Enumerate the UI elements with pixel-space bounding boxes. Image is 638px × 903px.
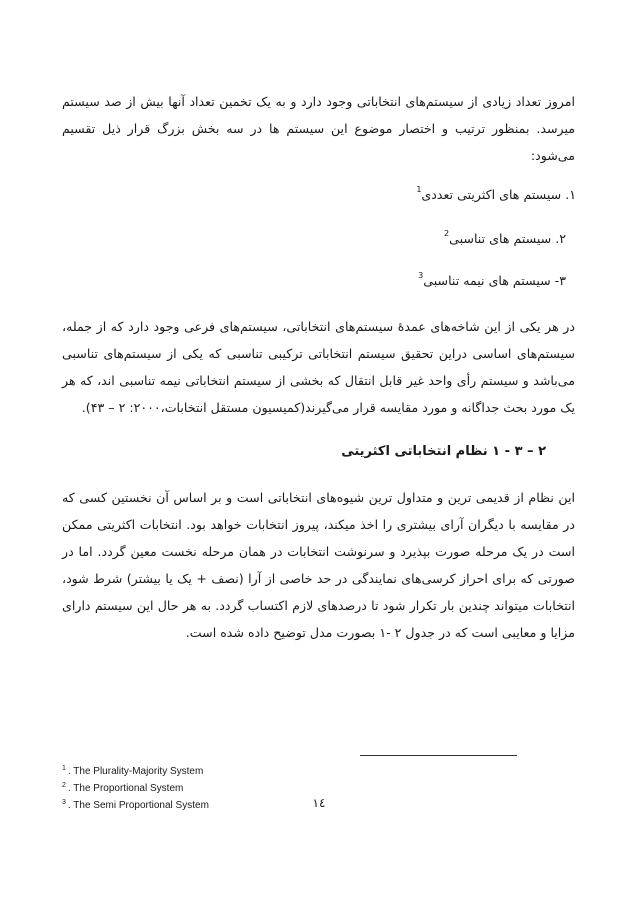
list-item-text: ۲. سیستم های تناسبی <box>449 231 566 246</box>
footnote-text: . The Plurality-Majority System <box>67 766 204 777</box>
majority-paragraph: این نظام از قدیمی ترین و متداول ترین شیوه‌های انتخاباتی است و بر اساس آن نخستین کسی که در مقایسه با دیگران آرای بیشتری را اخذ میکند، پیروز انتخابات خواهد بود. انتخابات اکثریتی ممکن است در یک مرحله صورت بپذیرد و سرنوشت انتخابات در همان مرحله نخست معین گردد. اما در صورتی که برای احراز کرسی‌های نمایندگی در حد خاصی از آرا (نصف + یک یا بیشتر) شرط شود، انتخابات میتواند چندین بار تکرار شود تا درصدهای لازم اکتساب گردد. به هر حال این سیستم دارای مزایا و معایبی است که در جدول ۲ -۱ بصورت مدل توضیح داده شده است. <box>62 490 575 640</box>
footnote-item <box>62 779 209 796</box>
footnote-ref: 2 <box>444 229 450 238</box>
intro-paragraph: امروز تعداد زیادی از سیستم‌های انتخاباتی وجود دارد و به یک تخمین تعداد آنها بیش از صد سیستم میرسد. بمنظور ترتیب و اختصار موضوع این سیستم ها در سه بخش بزرگ قرار ذیل تقسیم می‌شود: <box>62 94 575 163</box>
footnote-item <box>62 762 209 779</box>
list-item-plurality <box>416 180 576 205</box>
list-item-proportional <box>444 224 566 249</box>
footnote-ref: 1 <box>416 185 422 194</box>
footnote-mark: 2 <box>62 782 66 789</box>
page-number: ١٤ <box>312 796 326 810</box>
list-item-text: ۱. سیستم های اکثریتی تعددی <box>421 187 576 202</box>
list-item-semi-proportional <box>418 266 566 291</box>
branches-paragraph: در هر یکی از این شاخه‌های عمدهٔ سیستم‌های انتخاباتی، سیستم‌های فرعی وجود دارد که از جمله، سیستم‌های اساسی دراین تحقیق سیستم انتخاباتی ترکیبی تناسبی که یکی از سیستم‌های تناسبی می‌باشد و سیستم رأی واحد غیر قابل انتقال که بخشی از سیستم انتخاباتی نیمه تناسبی اند، که هر یک مورد بحث جداگانه و مورد مقایسه قرار می‌گیرند(کمیسیون مستقل انتخابات،۲۰۰۰: ۲ – ۴۳). <box>62 319 575 415</box>
footnote-text: . The Semi Proportional System <box>67 800 209 811</box>
footnote-text: . The Proportional System <box>67 783 184 794</box>
footnote-separator <box>360 755 517 756</box>
list-item-text: ۳- سیستم های نیمه تناسبی <box>423 273 566 288</box>
footnote-ref: 3 <box>418 271 424 280</box>
footnote-mark: 1 <box>62 765 66 772</box>
footnote-mark: 3 <box>62 799 66 806</box>
section-heading: ۲ – ۳ - ۱ نظام انتخاباتی اکثریتی <box>341 444 546 459</box>
